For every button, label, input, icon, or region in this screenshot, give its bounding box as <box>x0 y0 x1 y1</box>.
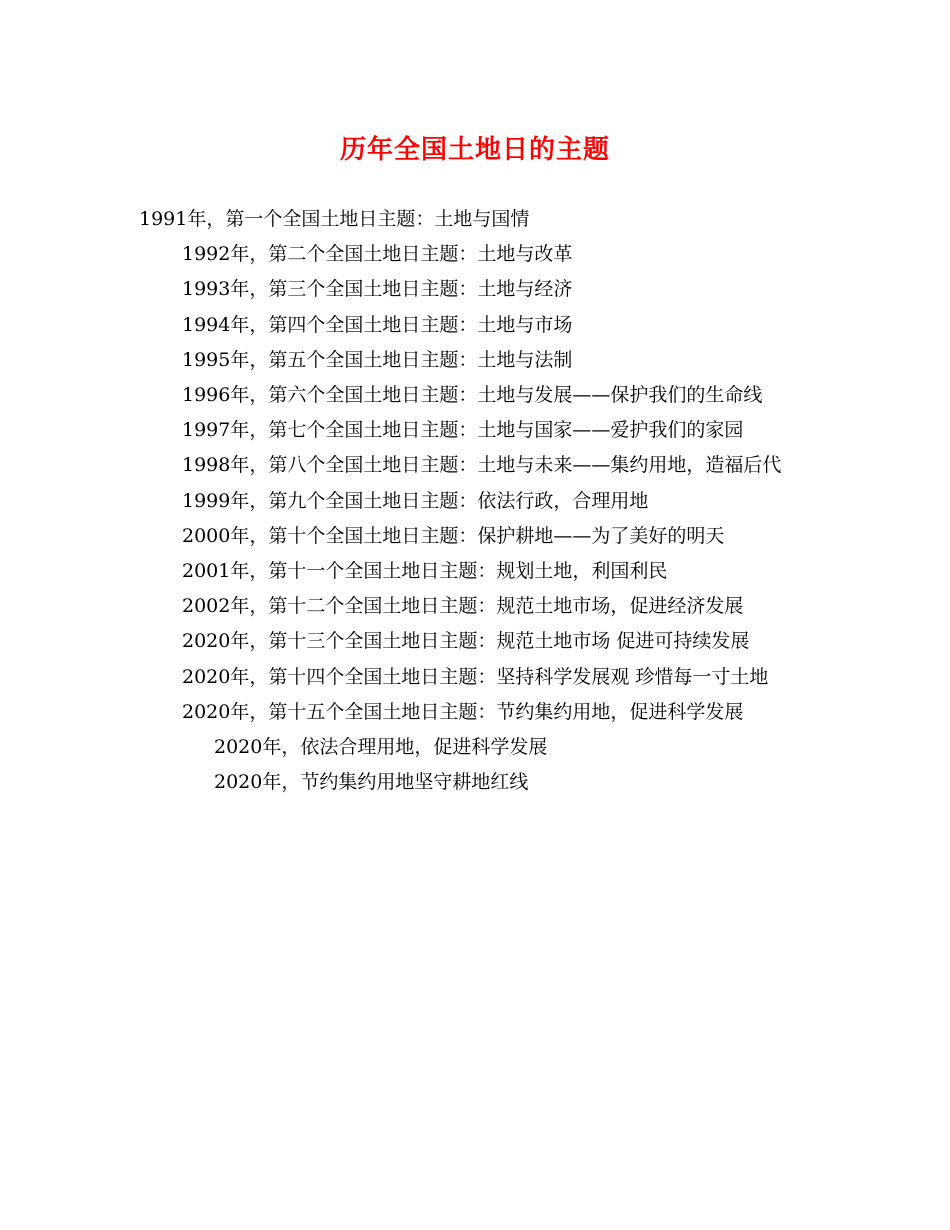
entry-1992: 1992年，第二个全国土地日主题：土地与改革 <box>182 243 573 266</box>
entry-13th: 2020年，第十三个全国土地日主题：规范土地市场 促进可持续发展 <box>182 630 750 653</box>
entry-1995: 1995年，第五个全国土地日主题：土地与法制 <box>182 348 573 371</box>
entry-1993: 1993年，第三个全国土地日主题：土地与经济 <box>182 278 573 301</box>
entry-1999: 1999年，第九个全国土地日主题：依法行政，合理用地 <box>182 489 649 512</box>
entry-17th: 2020年，节约集约用地坚守耕地红线 <box>214 771 529 794</box>
entry-2002: 2002年，第十二个全国土地日主题：规范土地市场，促进经济发展 <box>182 595 744 618</box>
entry-1997: 1997年，第七个全国土地日主题：土地与国家——爱护我们的家园 <box>182 419 744 442</box>
entry-2000: 2000年，第十个全国土地日主题：保护耕地——为了美好的明天 <box>182 524 725 547</box>
entry-15th: 2020年，第十五个全国土地日主题：节约集约用地，促进科学发展 <box>182 700 744 723</box>
document-body <box>139 202 819 800</box>
entry-1991: 1991年，第一个全国土地日主题：土地与国情 <box>139 208 530 230</box>
document-title: 历年全国土地日的主题 <box>339 135 610 165</box>
entry-1994: 1994年，第四个全国土地日主题：土地与市场 <box>182 313 573 336</box>
entry-1998: 1998年，第八个全国土地日主题：土地与未来——集约用地，造福后代 <box>182 454 782 477</box>
entry-2001: 2001年，第十一个全国土地日主题：规划土地，利国利民 <box>182 560 668 583</box>
entry-14th: 2020年，第十四个全国土地日主题：坚持科学发展观 珍惜每一寸土地 <box>182 665 769 688</box>
entry-16th: 2020年，依法合理用地，促进科学发展 <box>214 736 548 759</box>
entry-1996: 1996年，第六个全国土地日主题：土地与发展——保护我们的生命线 <box>182 384 763 407</box>
